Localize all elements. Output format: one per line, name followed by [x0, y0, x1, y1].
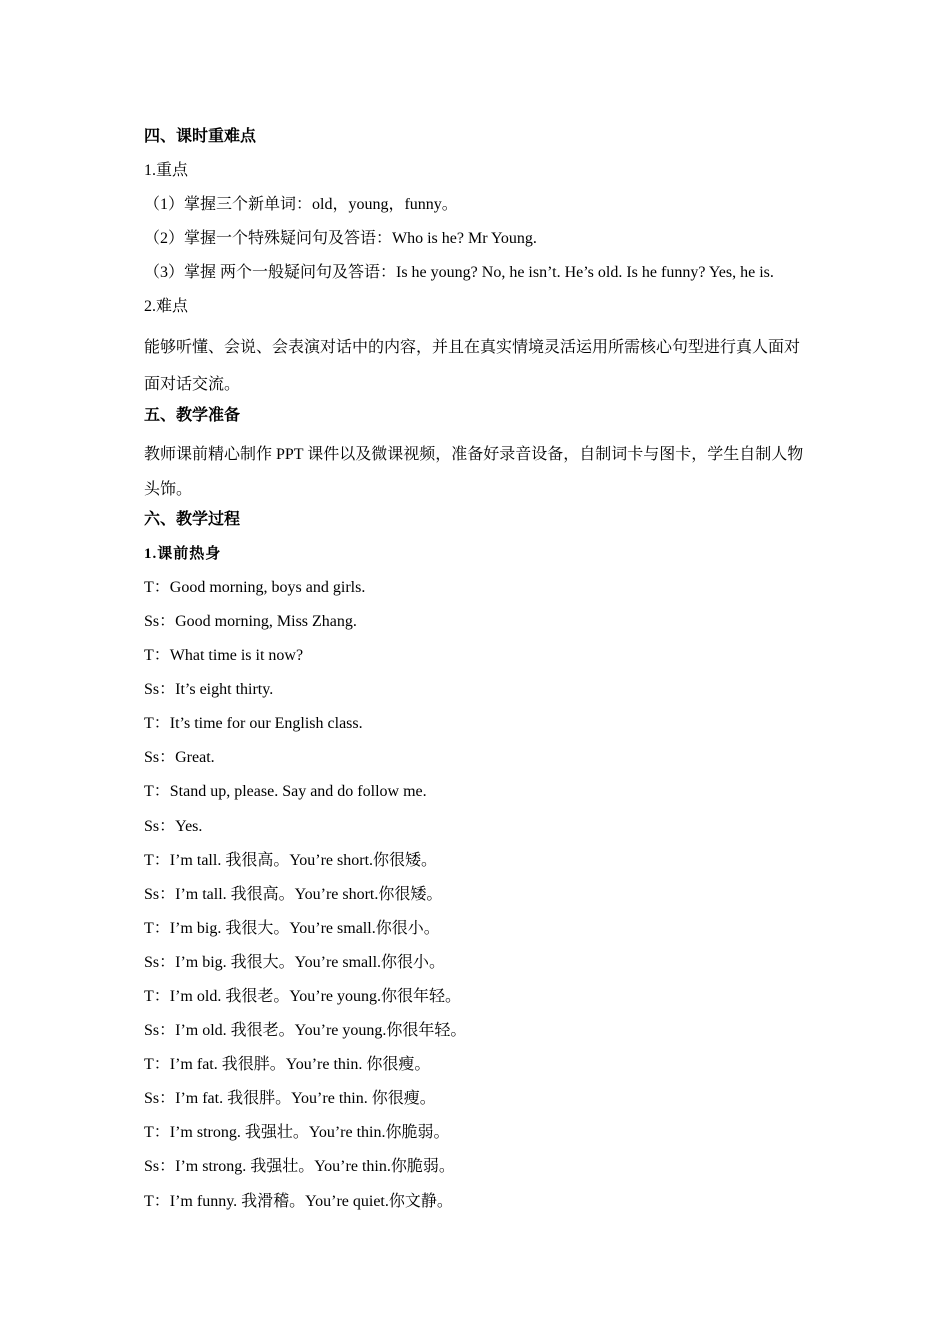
- dialogue-line: Ss：I’m strong. 我强壮。You’re thin.你脆弱。: [144, 1158, 455, 1176]
- dialogue-line: Ss：It’s eight thirty.: [144, 681, 274, 699]
- preparation-paragraph: 教师课前精心制作 PPT 课件以及微课视频，准备好录音设备，自制词卡与图卡，学生自制人物头饰。: [144, 445, 804, 498]
- key-points-title: 1.重点: [144, 162, 189, 180]
- dialogue-line: T：What time is it now?: [144, 647, 304, 665]
- section-heading-preparation: 五、教学准备: [144, 406, 241, 424]
- dialogue-line: Ss：Good morning, Miss Zhang.: [144, 612, 357, 630]
- dialogue-line: T：I’m old. 我很老。You’re young.你很年轻。: [144, 987, 462, 1005]
- difficulty-title: 2.难点: [144, 298, 189, 316]
- key-point-item: （1）掌握三个新单词：old，young，funny。: [144, 196, 458, 214]
- dialogue: [144, 575, 810, 1223]
- section-heading-key-points: 四、课时重难点: [144, 128, 257, 145]
- step-warm-up-title: 1.课前热身: [144, 545, 222, 562]
- dialogue-line: T：I’m big. 我很大。You’re small.你很小。: [144, 919, 440, 937]
- dialogue-line: Ss：Yes.: [144, 817, 203, 835]
- dialogue-line: T：Good morning, boys and girls.: [144, 578, 366, 596]
- dialogue-line: Ss：I’m old. 我很老。You’re young.你很年轻。: [144, 1022, 467, 1040]
- dialogue-line: T：I’m funny. 我滑稽。You’re quiet.你文静。: [144, 1192, 453, 1210]
- difficulty-paragraph: 能够听懂、会说、会表演对话中的内容，并且在真实情境灵活运用所需核心句型进行真人面对面对话交流。: [144, 338, 801, 393]
- dialogue-line: T：I’m tall. 我很高。You’re short.你很矮。: [144, 851, 438, 869]
- dialogue-line: T：Stand up, please. Say and do follow me.: [144, 783, 427, 801]
- dialogue-line: T：It’s time for our English class.: [144, 715, 363, 733]
- key-point-item: （3）掌握 两个一般疑问句及答语：Is he young? No, he isn’t. He’s old. Is he funny? Yes, he is.: [144, 264, 774, 282]
- section-heading-process: 六、教学过程: [144, 510, 241, 528]
- dialogue-line: T：I’m strong. 我强壮。You’re thin.你脆弱。: [144, 1124, 450, 1142]
- key-point-item: （2）掌握一个特殊疑问句及答语：Who is he? Mr Young.: [144, 230, 537, 248]
- dialogue-line: Ss：I’m big. 我很大。You’re small.你很小。: [144, 953, 446, 971]
- document-body: [144, 124, 810, 1223]
- dialogue-line: Ss：Great.: [144, 749, 215, 767]
- dialogue-line: Ss：I’m tall. 我很高。You’re short.你很矮。: [144, 885, 443, 903]
- dialogue-line: Ss：I’m fat. 我很胖。You’re thin. 你很瘦。: [144, 1090, 436, 1108]
- dialogue-line: T：I’m fat. 我很胖。You’re thin. 你很瘦。: [144, 1056, 431, 1074]
